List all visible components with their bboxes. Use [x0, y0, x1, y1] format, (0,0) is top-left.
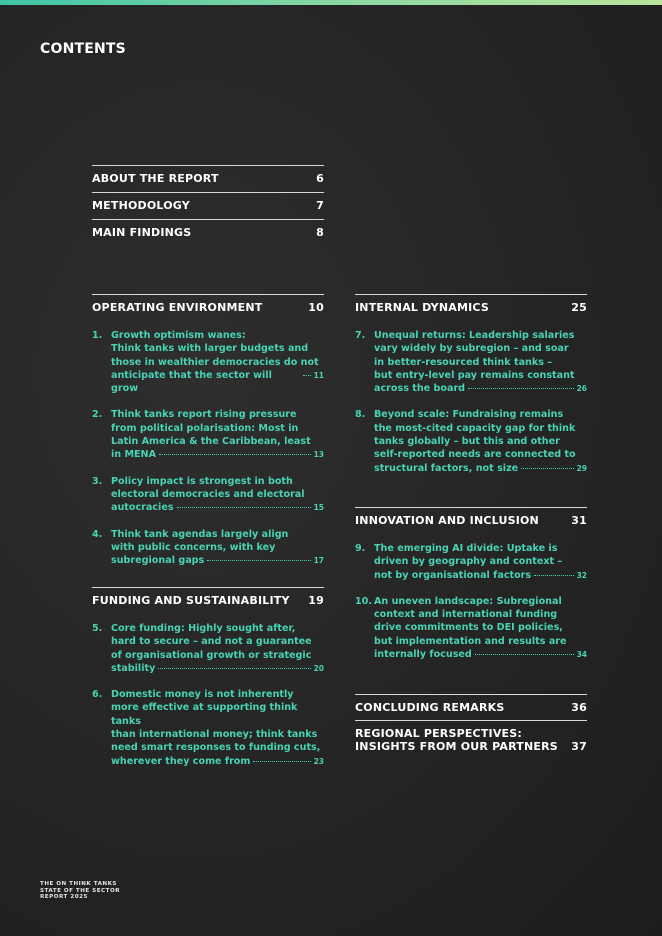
section-operating-environment: [92, 294, 324, 580]
item-page: 15: [313, 503, 324, 513]
section-regional-perspectives: [355, 720, 587, 753]
section-heading-page: 37: [571, 740, 587, 753]
section-heading-title: OPERATING ENVIRONMENT: [92, 301, 263, 314]
item-text-last-line: across the board: [374, 383, 466, 395]
item-page: 26: [576, 384, 587, 394]
item-number: 5.: [92, 623, 103, 634]
section-innovation-inclusion: [355, 507, 587, 674]
section-heading-page: 10: [308, 301, 324, 314]
item-page: 13: [313, 450, 324, 460]
dot-leader: [177, 507, 311, 508]
section-heading-title: REGIONAL PERSPECTIVES: INSIGHTS FROM OUR PARTNERS: [355, 727, 558, 753]
item-text: Beyond scale: Fundraising remains the most-cited capacity gap for think tanks globally – but this and other self-reported needs are connected to: [374, 409, 576, 461]
item-page: 11: [313, 370, 324, 380]
section-heading-page: 36: [571, 701, 587, 714]
item-text: The emerging AI divide: Uptake is driven by geography and context –: [374, 543, 563, 568]
toc-entry-label: MAIN FINDINGS: [92, 226, 192, 239]
item-text: Think tanks report rising pressure from political polarisation: Most in Latin America & the Caribbean, least: [111, 409, 311, 448]
item-text-last-line: structural factors, not size: [374, 462, 519, 474]
item-number: 2.: [92, 409, 103, 421]
section-heading[interactable]: [355, 507, 587, 527]
section-heading[interactable]: [92, 294, 324, 314]
item-number: 6.: [92, 689, 103, 701]
item-text: Unequal returns: Leadership salaries vary widely by subregion – and soar in better-resourced think tanks – but entry-level pay remains constant: [374, 330, 575, 381]
toc-item-4[interactable]: [92, 528, 324, 568]
item-number: 3.: [92, 475, 103, 487]
item-number: 8.: [355, 409, 366, 421]
page-title: CONTENTS: [40, 41, 126, 57]
toc-entry-methodology[interactable]: [92, 192, 324, 218]
toc-item-8[interactable]: [355, 408, 587, 474]
section-concluding-remarks: [355, 694, 587, 714]
section-heading-title: INNOVATION AND INCLUSION: [355, 514, 539, 527]
section-heading-title: INTERNAL DYNAMICS: [355, 301, 489, 314]
item-number: 7.: [355, 330, 366, 341]
item-page: 23: [313, 756, 324, 766]
item-page: 17: [313, 556, 324, 566]
item-text: Core funding: Highly sought after, hard to secure – and not a guarantee of organisational growth or strategic: [111, 623, 312, 661]
dot-leader: [468, 388, 574, 389]
item-text-last-line: anticipate that the sector will grow: [111, 369, 272, 395]
toc-entry-page: 6: [316, 172, 324, 185]
item-page: 32: [576, 570, 587, 580]
dot-leader: [521, 468, 573, 469]
item-text-last-line: not by organisational factors: [374, 569, 532, 581]
section-heading-page: 19: [308, 594, 324, 607]
dot-leader: [159, 454, 311, 455]
toc-entry-page: 8: [316, 226, 324, 239]
item-page: 20: [313, 663, 324, 673]
item-text-last-line: in MENA: [111, 449, 157, 461]
section-heading-page: 25: [571, 301, 587, 314]
item-page: 29: [576, 463, 587, 473]
toc-entry-label: ABOUT THE REPORT: [92, 172, 219, 185]
section-heading-page: 31: [571, 514, 587, 527]
toc-item-10[interactable]: [355, 595, 587, 661]
item-text-last-line: stability: [111, 662, 156, 674]
dot-leader: [253, 761, 310, 762]
section-heading[interactable]: [92, 587, 324, 607]
section-heading-title: FUNDING AND SUSTAINABILITY: [92, 594, 290, 607]
item-number: 4.: [92, 528, 103, 540]
toc-item-3[interactable]: [92, 475, 324, 515]
toc-item-5[interactable]: [92, 622, 324, 675]
item-text-last-line: internally focused: [374, 649, 472, 661]
item-text: An uneven landscape: Subregional context and international funding drive commitments to DEI policies, but implementation and results are: [374, 595, 567, 647]
item-text: Domestic money is not inherently more effective at supporting think tanks than international money; think tanks need smart responses to funding cuts,: [111, 689, 321, 754]
top-accent-bar: [0, 0, 662, 5]
item-text-last-line: wherever they come from: [111, 755, 251, 767]
item-text: Policy impact is strongest in both electoral democracies and electoral: [111, 475, 305, 500]
dot-leader: [475, 654, 574, 655]
dot-leader: [158, 668, 310, 669]
toc-entry-main-findings[interactable]: [92, 219, 324, 245]
item-text: Growth optimism wanes: Think tanks with larger budgets and those in wealthier democracies do not: [111, 330, 319, 368]
item-number: 10.: [355, 595, 372, 607]
item-text: Think tank agendas largely align with public concerns, with key: [111, 528, 289, 553]
report-footer: [40, 881, 120, 901]
section-internal-dynamics: [355, 294, 587, 488]
section-funding-sustainability: [92, 587, 324, 781]
section-heading[interactable]: [355, 294, 587, 314]
item-text-last-line: subregional gaps: [111, 555, 205, 567]
footer-line: STATE OF THE SECTOR: [40, 887, 121, 894]
section-heading[interactable]: [355, 720, 587, 753]
section-heading[interactable]: [355, 694, 587, 714]
toc-item-6[interactable]: [92, 688, 324, 768]
dot-leader: [534, 575, 573, 576]
toc-item-9[interactable]: [355, 542, 587, 582]
dot-leader: [303, 375, 311, 376]
toc-entry-label: METHODOLOGY: [92, 199, 190, 212]
section-heading-title: CONCLUDING REMARKS: [355, 701, 505, 714]
toc-item-7[interactable]: [355, 329, 587, 395]
footer-line: REPORT 2025: [40, 894, 88, 901]
item-page: 34: [576, 650, 587, 660]
toc-item-2[interactable]: [92, 408, 324, 461]
toc-entry-page: 7: [316, 199, 324, 212]
item-number: 1.: [92, 330, 103, 341]
footer-line: THE ON THINK TANKS: [40, 881, 117, 887]
intro-list: [92, 165, 324, 245]
toc-entry-about[interactable]: [92, 165, 324, 191]
dot-leader: [207, 560, 310, 561]
item-number: 9.: [355, 543, 366, 554]
item-text-last-line: autocracies: [111, 502, 174, 514]
toc-item-1[interactable]: [92, 329, 324, 395]
